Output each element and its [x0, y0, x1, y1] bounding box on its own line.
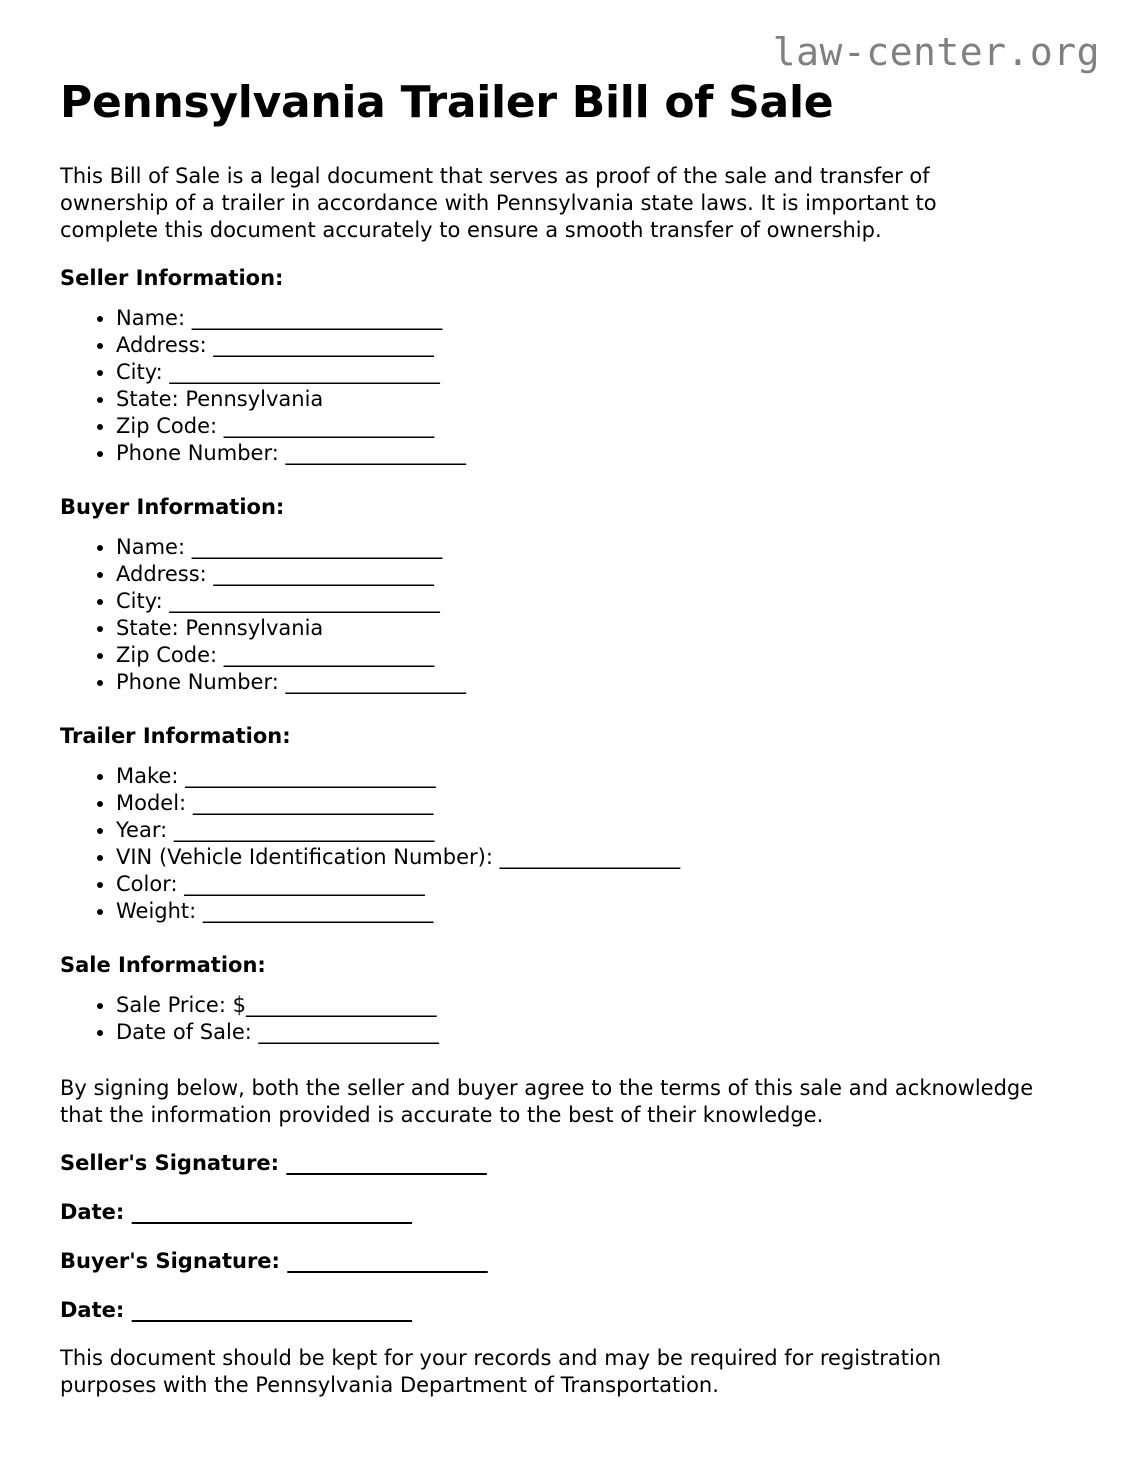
field-label: Phone Number: — [116, 670, 286, 694]
section-heading-trailer: Trailer Information: — [60, 724, 291, 748]
section-buyer-information — [60, 494, 1073, 696]
list-item — [116, 359, 1073, 386]
field-label: Name: — [116, 306, 192, 330]
field-label: Phone Number: — [116, 441, 286, 465]
buyer-field-list — [60, 534, 1073, 696]
list-item — [116, 898, 1073, 925]
field-label: Address: — [116, 562, 214, 586]
field-label: VIN (Vehicle Identification Number): — [116, 845, 500, 869]
field-label: Zip Code: — [116, 414, 224, 438]
section-trailer-information — [60, 723, 1073, 925]
buyers-signature-line — [60, 1248, 487, 1275]
field-blank[interactable]: __________________________ — [173, 818, 434, 842]
list-item — [116, 817, 1073, 844]
seller-field-list — [60, 305, 1073, 467]
field-blank[interactable]: _________________________ — [191, 306, 442, 330]
list-item — [116, 332, 1073, 359]
seller-date-blank[interactable]: ____________________________ — [131, 1200, 412, 1224]
buyers-signature-label: Buyer's Signature: — [60, 1249, 288, 1273]
list-item — [116, 588, 1073, 615]
field-label: City: — [116, 360, 170, 384]
sale-field-list — [60, 992, 1073, 1046]
seller-date-line — [60, 1199, 412, 1226]
section-heading-seller: Seller Information: — [60, 266, 284, 290]
site-watermark: law-center.org — [772, 30, 1100, 74]
buyer-date-label: Date: — [60, 1298, 132, 1322]
list-item — [116, 992, 1073, 1019]
field-blank[interactable]: _____________________ — [223, 643, 434, 667]
field-blank[interactable]: __________________ — [285, 670, 466, 694]
agreement-paragraph: By signing below, both the seller and buyer agree to the terms of this sale and acknowledge that the information provided is accurate to the best of their knowledge. — [60, 1076, 1034, 1127]
list-item — [116, 534, 1073, 561]
page-title: Pennsylvania Trailer Bill of Sale — [60, 77, 834, 128]
intro-paragraph: This Bill of Sale is a legal document that serves as proof of the sale and transfer of ownership of a trailer in accordance with Pennsylvania state laws. It is important to complete this document accurately to ensure a smooth transfer of ownership. — [60, 164, 937, 242]
list-item — [116, 615, 1073, 642]
buyer-date-line — [60, 1297, 412, 1324]
list-item — [116, 763, 1073, 790]
list-item — [116, 844, 1073, 871]
field-label: Model: — [116, 791, 193, 815]
sellers-signature-blank[interactable]: ____________________ — [286, 1151, 487, 1175]
list-item — [116, 305, 1073, 332]
buyers-signature-blank[interactable]: ____________________ — [287, 1249, 488, 1273]
field-blank[interactable]: __________________ — [258, 1020, 439, 1044]
sellers-signature-line — [60, 1150, 486, 1177]
field-blank[interactable]: ______________________ — [213, 333, 434, 357]
field-blank[interactable]: ________________________ — [192, 791, 433, 815]
seller-date-label: Date: — [60, 1200, 132, 1224]
list-item — [116, 871, 1073, 898]
list-item — [116, 1019, 1073, 1046]
list-item — [116, 440, 1073, 467]
field-label: State: Pennsylvania — [116, 387, 324, 411]
list-item — [116, 413, 1073, 440]
field-label: Sale Price: $ — [116, 993, 246, 1017]
field-blank[interactable]: __________________ — [499, 845, 680, 869]
field-label: Name: — [116, 535, 192, 559]
sellers-signature-label: Seller's Signature: — [60, 1151, 287, 1175]
field-blank[interactable]: _______________________ — [202, 899, 433, 923]
field-label: Date of Sale: — [116, 1020, 259, 1044]
trailer-field-list — [60, 763, 1073, 925]
closing-paragraph: This document should be kept for your records and may be required for registration purposes with the Pennsylvania Department of Transportation. — [60, 1346, 942, 1397]
section-seller-information — [60, 265, 1073, 467]
field-blank[interactable]: ___________________________ — [169, 360, 440, 384]
buyer-date-blank[interactable]: ____________________________ — [131, 1298, 412, 1322]
field-label: Color: — [116, 872, 185, 896]
field-blank[interactable]: ______________________ — [213, 562, 434, 586]
section-sale-information — [60, 952, 1073, 1046]
list-item — [116, 642, 1073, 669]
field-blank[interactable]: __________________ — [285, 441, 466, 465]
section-heading-buyer: Buyer Information: — [60, 495, 285, 519]
field-label: City: — [116, 589, 170, 613]
field-blank[interactable]: ________________________ — [184, 872, 425, 896]
field-label: Year: — [116, 818, 174, 842]
field-blank[interactable]: ___________________________ — [169, 589, 440, 613]
section-heading-sale: Sale Information: — [60, 953, 266, 977]
list-item — [116, 386, 1073, 413]
field-blank[interactable]: _________________________ — [185, 764, 436, 788]
field-label: State: Pennsylvania — [116, 616, 324, 640]
field-blank[interactable]: ___________________ — [245, 993, 436, 1017]
list-item — [116, 790, 1073, 817]
field-label: Weight: — [116, 899, 203, 923]
field-blank[interactable]: _____________________ — [223, 414, 434, 438]
field-blank[interactable]: _________________________ — [191, 535, 442, 559]
field-label: Zip Code: — [116, 643, 224, 667]
field-label: Address: — [116, 333, 214, 357]
list-item — [116, 561, 1073, 588]
list-item — [116, 669, 1073, 696]
field-label: Make: — [116, 764, 186, 788]
